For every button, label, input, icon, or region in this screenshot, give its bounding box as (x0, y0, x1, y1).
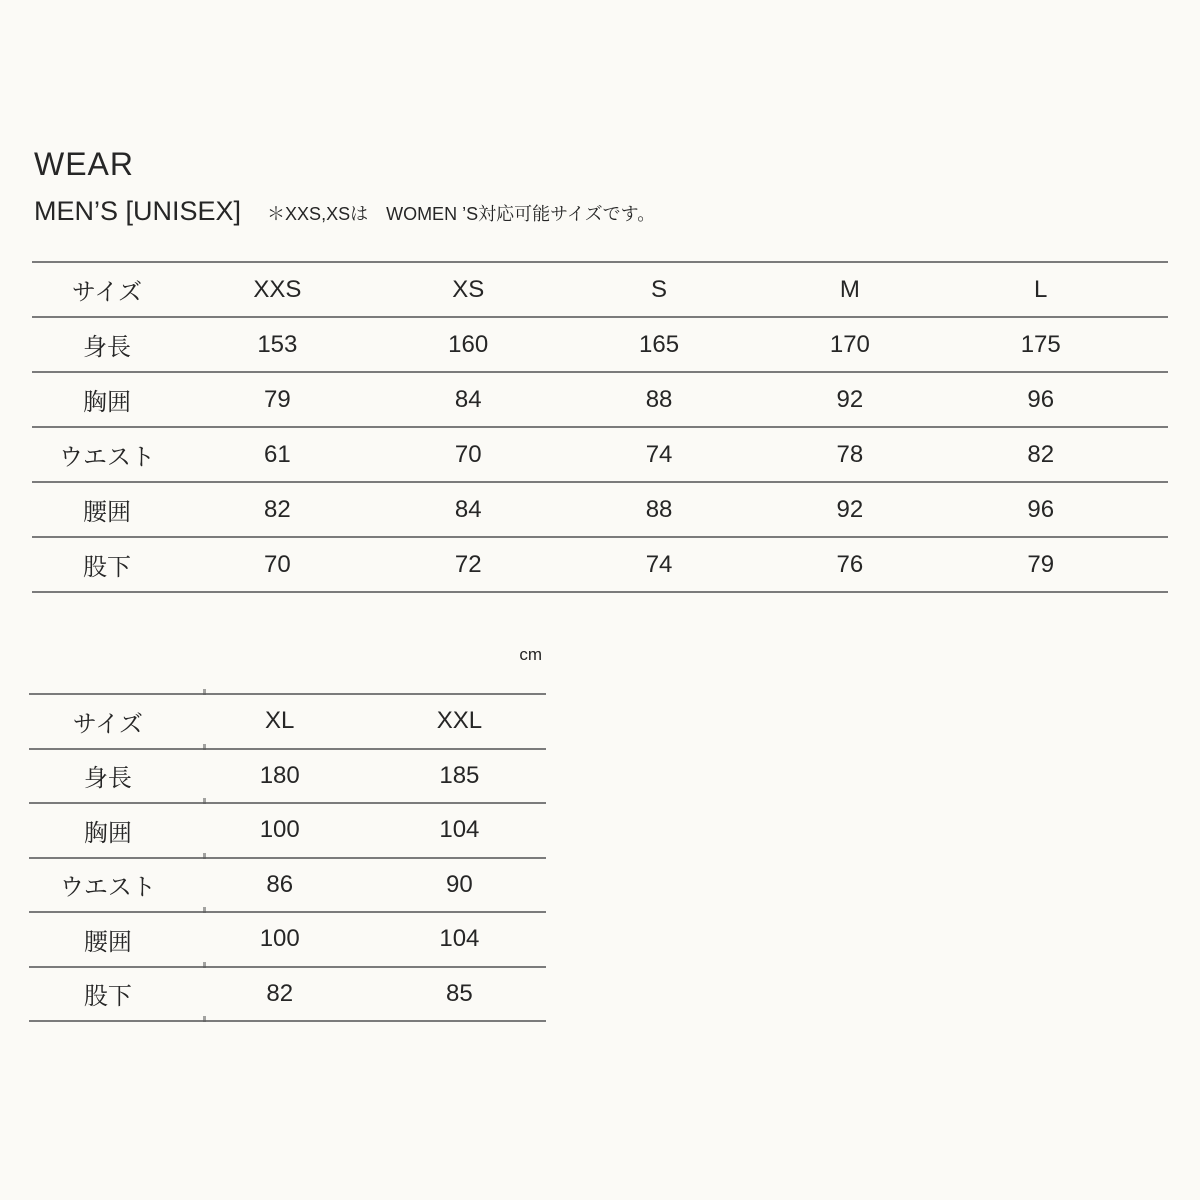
header-size: サイズ (71, 279, 143, 306)
cell-value: 100 (259, 925, 300, 953)
table-row-height (29, 749, 546, 804)
cell-value: 88 (645, 385, 673, 413)
row-label: 身長 (83, 765, 132, 793)
column-divider-tick (203, 1016, 206, 1022)
cell-value: 90 (446, 870, 473, 898)
column-divider-tick (203, 853, 206, 859)
extended-size-table (29, 693, 546, 1022)
cell-value: 86 (266, 870, 294, 898)
header-xl: XL (265, 707, 295, 735)
main-size-table (32, 261, 1168, 593)
column-divider-tick (203, 907, 206, 913)
row-label: 腰囲 (82, 499, 131, 526)
spacer-cell (1136, 482, 1168, 537)
subtitle-row (34, 198, 655, 225)
cell-value: 160 (448, 330, 489, 358)
header-size: サイズ (72, 710, 143, 738)
cell-value: 82 (1027, 440, 1055, 468)
spacer-cell (1136, 537, 1168, 592)
cell-value: 185 (439, 761, 480, 789)
cell-value: 74 (645, 550, 673, 578)
row-label: 股下 (83, 983, 132, 1011)
cell-value: 82 (264, 495, 291, 523)
table-row-inseam (32, 537, 1168, 592)
cell-value: 153 (257, 330, 298, 358)
column-divider-tick (203, 689, 206, 695)
size-note: ＊XXS,XSは WOMEN ’S対応可能サイズです。 (267, 204, 656, 224)
cell-value: 170 (829, 330, 870, 358)
cell-value: 82 (266, 979, 294, 1007)
column-divider-tick (203, 962, 206, 968)
table-header-row (29, 694, 546, 749)
spacer-cell (1136, 427, 1168, 482)
cell-value: 180 (259, 761, 300, 789)
cell-value: 100 (259, 816, 300, 844)
header-l: L (1034, 275, 1048, 303)
cell-value: 70 (454, 440, 482, 468)
cell-value: 104 (439, 925, 480, 953)
cell-value: 79 (264, 385, 291, 413)
header-m: M (839, 275, 860, 303)
page-title: WEAR (34, 146, 134, 182)
cell-value: 96 (1027, 495, 1055, 523)
cell-value: 84 (454, 495, 482, 523)
header-xxl: XXL (436, 707, 483, 735)
unit-label-cm: cm (519, 645, 542, 664)
size-table-xl-xxl (29, 693, 546, 1022)
header-xxs: XXS (253, 275, 302, 303)
header-xs: XS (452, 275, 485, 303)
table-row-chest (32, 372, 1168, 427)
category-label: MEN’S [UNISEX] (34, 196, 242, 226)
spacer-cell (1136, 317, 1168, 372)
column-divider-tick (203, 744, 206, 750)
cell-value: 88 (645, 495, 673, 523)
cell-value: 72 (454, 550, 482, 578)
row-label: 腰囲 (83, 928, 132, 956)
cell-value: 165 (639, 330, 680, 358)
row-label: 身長 (82, 334, 131, 361)
table-row-hip (29, 912, 546, 967)
table-row-waist (32, 427, 1168, 482)
cell-value: 70 (264, 550, 291, 578)
cell-value: 104 (439, 816, 480, 844)
table-row-inseam (29, 967, 546, 1022)
cell-value: 76 (836, 550, 864, 578)
table-header-row (32, 262, 1168, 317)
table-row-height (32, 317, 1168, 372)
cell-value: 96 (1027, 385, 1055, 413)
table-row-hip (32, 482, 1168, 537)
spacer-cell (1136, 262, 1168, 317)
cell-value: 92 (836, 495, 864, 523)
row-label: 胸囲 (82, 389, 131, 416)
table-row-waist (29, 858, 546, 913)
cell-value: 78 (836, 440, 864, 468)
cell-value: 74 (645, 440, 673, 468)
row-label: ウエスト (58, 444, 155, 471)
row-label: 胸囲 (83, 819, 132, 847)
column-divider-tick (203, 798, 206, 804)
cell-value: 85 (446, 979, 473, 1007)
spacer-cell (1136, 372, 1168, 427)
cell-value: 84 (454, 385, 482, 413)
cell-value: 92 (836, 385, 864, 413)
row-label: 股下 (82, 554, 131, 581)
header-s: S (651, 275, 668, 303)
row-label: ウエスト (59, 874, 156, 902)
table-row-chest (29, 803, 546, 858)
size-table-xxs-to-l (32, 261, 1168, 593)
cell-value: 79 (1027, 550, 1055, 578)
cell-value: 175 (1020, 330, 1061, 358)
cell-value: 61 (264, 440, 291, 468)
